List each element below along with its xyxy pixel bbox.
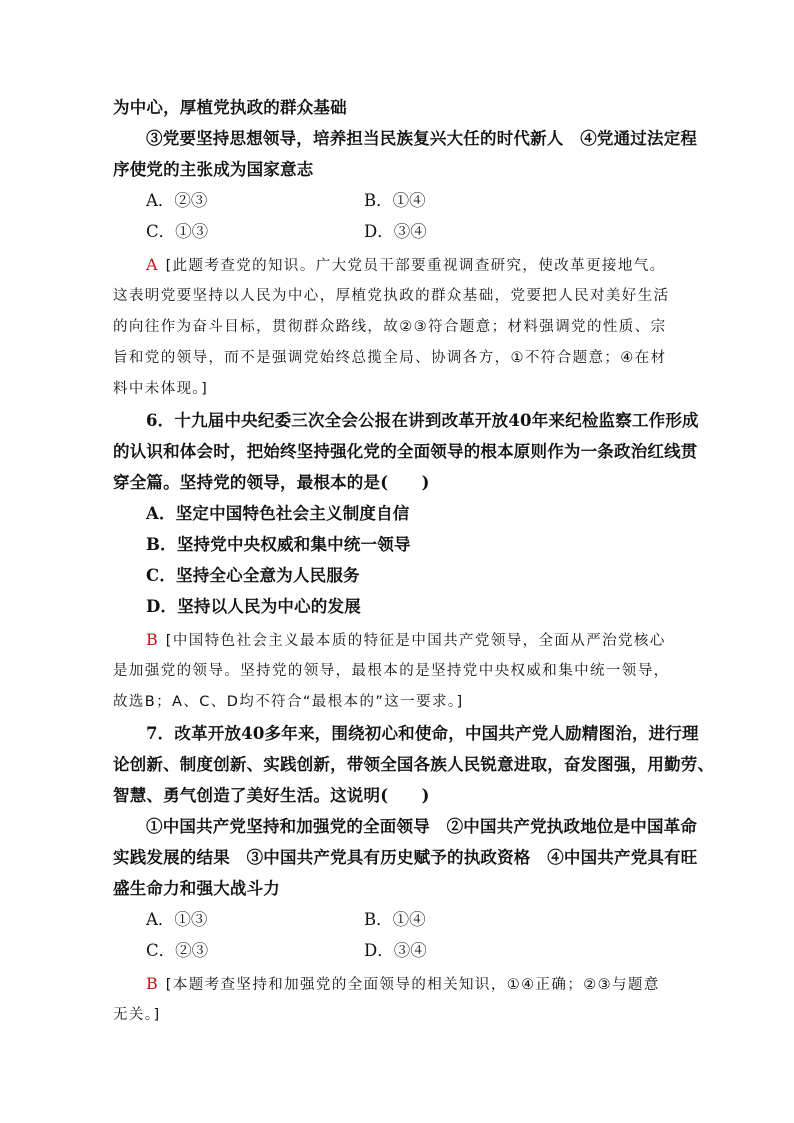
- q6-stem-line-3: 穿全篇。坚持党的领导，最根本的是( ): [113, 473, 430, 492]
- q5-option-c: C．①③: [146, 222, 209, 241]
- q7-explanation-line-2: 无关。]: [113, 1007, 161, 1023]
- q5-explanation-line-4: 旨和党的领导，而不是强调党始终总揽全局、协调各方，①不符合题意；④在材: [113, 350, 667, 366]
- q5-answer-key: A: [146, 255, 158, 274]
- q7-items-line-2: 实践发展的结果 ③中国共产党具有历史赋予的执政资格 ④中国共产党具有旺: [113, 848, 698, 867]
- q6-option-b: B．坚持党中央权威和集中统一领导: [146, 535, 411, 554]
- q7-answer-key: B: [146, 974, 158, 993]
- q5-explanation-line-1: A [此题考查党的知识。广大党员干部要重视调查研究，使改革更接地气。: [146, 255, 666, 274]
- q6-explanation-line-1: B [中国特色社会主义最本质的特征是中国共产党领导，全面从严治党核心: [146, 630, 666, 649]
- q5-items-line-2: 序使党的主张成为国家意志: [113, 160, 314, 179]
- q7-option-b: B．①④: [364, 910, 426, 929]
- q6-answer-key: B: [146, 630, 158, 649]
- q7-stem-line-1: 7．改革开放40多年来，围绕初心和使命，中国共产党人励精图治，进行理: [146, 724, 699, 743]
- q5-items-line-1: ③党要坚持思想领导，培养担当民族复兴大任的时代新人 ④党通过法定程: [146, 129, 698, 148]
- q7-stem-line-3: 智慧、勇气创造了美好生活。这说明( ): [113, 786, 430, 805]
- q6-explanation-line-2: 是加强党的领导。坚持党的领导，最根本的是坚持党中央权威和集中统一领导，: [113, 663, 670, 679]
- q6-stem-line-2: 的认识和体会时，把始终坚持强化党的全面领导的根本原则作为一条政治红线贯: [113, 442, 698, 461]
- q5-option-d: D．③④: [364, 222, 427, 241]
- q7-items-line-3: 盛生命力和强大战斗力: [113, 879, 280, 898]
- q7-stem-line-2: 论创新、制度创新、实践创新，带领全国各族人民锐意进取，奋发图强，用勤劳、: [113, 755, 715, 774]
- q7-items-line-1: ①中国共产党坚持和加强党的全面领导 ②中国共产党执政地位是中国革命: [146, 817, 698, 836]
- q7-option-d: D．③④: [364, 941, 427, 960]
- q7-option-a: A．①③: [146, 910, 208, 929]
- q6-stem-line-1: 6．十九届中央纪委三次全会公报在讲到改革开放40年来纪检监察工作形成: [146, 411, 699, 430]
- q7-option-c: C．②③: [146, 941, 209, 960]
- q5-option-b: B．①④: [364, 191, 426, 210]
- q6-option-d: D．坚持以人民为中心的发展: [146, 597, 361, 616]
- q5-explanation-line-3: 的向往作为奋斗目标，贯彻群众路线，故②③符合题意；材料强调党的性质、宗: [113, 319, 667, 335]
- q6-option-c: C．坚持全心全意为人民服务: [146, 566, 360, 585]
- q5-stem-continuation: 为中心，厚植党执政的群众基础: [113, 98, 347, 117]
- q5-option-a: A．②③: [146, 191, 208, 210]
- q6-option-a: A．坚定中国特色社会主义制度自信: [146, 504, 410, 523]
- q6-explanation-line-3: 故选B；A、C、D均不符合“最根本的”这一要求。]: [113, 694, 464, 710]
- q5-explanation-line-5: 料中未体现。]: [113, 381, 209, 397]
- q7-explanation-line-1: B [本题考查坚持和加强党的全面领导的相关知识，①④正确；②③与题意: [146, 974, 660, 993]
- q5-explanation-line-2: 这表明党要坚持以人民为中心，厚植党执政的群众基础，党要把人民对美好生活: [113, 288, 670, 304]
